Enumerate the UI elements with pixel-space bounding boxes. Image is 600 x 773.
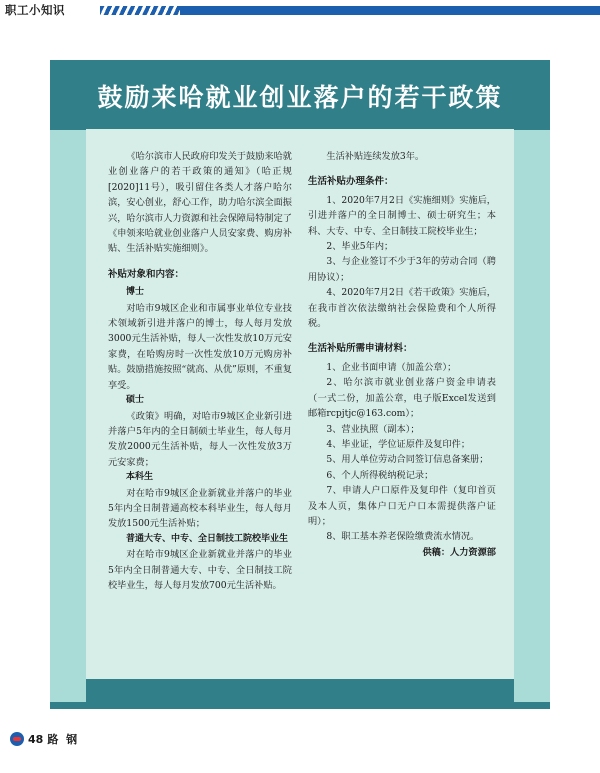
duration-text: 生活补贴连续发放3年。	[326, 151, 425, 162]
magazine-logo-icon	[10, 732, 24, 746]
bachelor-text: 对在哈市9城区企业新就业并落户的毕业5年内全日制普通高校本科毕业生，每人每月发放1500元生活补贴；	[108, 487, 292, 530]
material-item: 8、职工基本养老保险缴费流水情况。	[326, 531, 480, 543]
material-item: 6、个人所得税纳税记录；	[326, 469, 434, 481]
article-title: 鼓励来哈就业创业落户的若干政策	[97, 83, 503, 112]
magazine-name: 路 钢	[47, 733, 80, 746]
materials-heading: 生活补贴所需申请材料：	[308, 343, 413, 355]
frame-right-ear	[514, 130, 550, 702]
intro-paragraph: 《哈尔滨市人民政府印发关于鼓励来哈就业创业落户的若干政策的通知》（哈正规[2020]11号），吸引留住各类人才落户哈尔滨，安心创业，舒心工作，助力哈尔滨全面振兴，哈尔滨市人力资源和社会保障局特制定了《申领来哈就业创业落户人员安家费、购房补贴、生活补贴实施细则》。	[108, 151, 292, 255]
article-body	[86, 129, 514, 679]
page-footer	[10, 731, 79, 747]
material-item: 2、哈尔滨市就业创业落户资金申请表（一式二份，加盖公章，电子版Excel发送到邮箱rcpjtjc@163.com）；	[308, 377, 496, 420]
material-item: 1、企业书面申请（加盖公章）；	[326, 361, 457, 373]
credit-line: 供稿：人力资源部	[422, 546, 496, 558]
doctor-title: 博士	[126, 287, 145, 298]
conditions-heading: 生活补贴办理条件：	[308, 176, 394, 188]
condition-item: 2、毕业5年内；	[326, 241, 394, 253]
material-item: 4、毕业证，学位证原件及复印件；	[326, 438, 471, 450]
frame-left-ear	[50, 130, 86, 702]
vocational-title: 普通大专、中专、全日制技工院校毕业生	[126, 533, 289, 544]
left-column	[108, 149, 292, 593]
material-item: 5、用人单位劳动合同签订信息备案册；	[326, 454, 489, 466]
material-item: 3、营业执照（副本）；	[326, 423, 420, 435]
right-column	[308, 149, 496, 560]
bachelor-title: 本科生	[126, 472, 154, 483]
vocational-text: 对在哈市9城区企业新就业并落户的毕业5年内全日制普通大专、中专、全日制技工院校毕业生，每人每月发放700元生活补贴。	[108, 549, 292, 591]
condition-item: 1、2020年7月2日《实施细则》实施后，引进并落户的全日制博士、硕士研究生；本科、大专、中专、全日制技工院校毕业生；	[308, 194, 496, 237]
doctor-text: 对哈市9城区企业和市属事业单位专业技术领域新引进并落户的博士，每人每月发放3000元生活补贴，每人一次性发放10万元安家费，在哈购房时一次性发放10万元购房补贴。鼓励措施按照“就高、从优”原则，不重复享受。	[108, 302, 292, 391]
header-bar	[180, 6, 600, 15]
condition-item: 4、2020年7月2日《若干政策》实施后，在我市首次依法缴纳社会保险费和个人所得税。	[308, 287, 496, 330]
condition-item: 3、与企业签订不少于3年的劳动合同（聘用协议）；	[308, 256, 496, 283]
page-number: 48	[28, 732, 44, 746]
section-label: 职工小知识	[5, 3, 65, 17]
section-header	[0, 0, 600, 20]
subsidy-heading: 补贴对象和内容：	[108, 268, 185, 280]
master-title: 硕士	[126, 395, 145, 406]
master-text: 《政策》明确，对哈市9城区企业新引进并落户5年内的全日制硕士毕业生，每人每月发放2000元生活补贴，每人一次性发放3万元安家费；	[108, 410, 292, 468]
material-item: 7、申请人户口原件及复印件（复印首页及本人页，集体户口无户口本需提供落户证明）；	[308, 485, 496, 527]
